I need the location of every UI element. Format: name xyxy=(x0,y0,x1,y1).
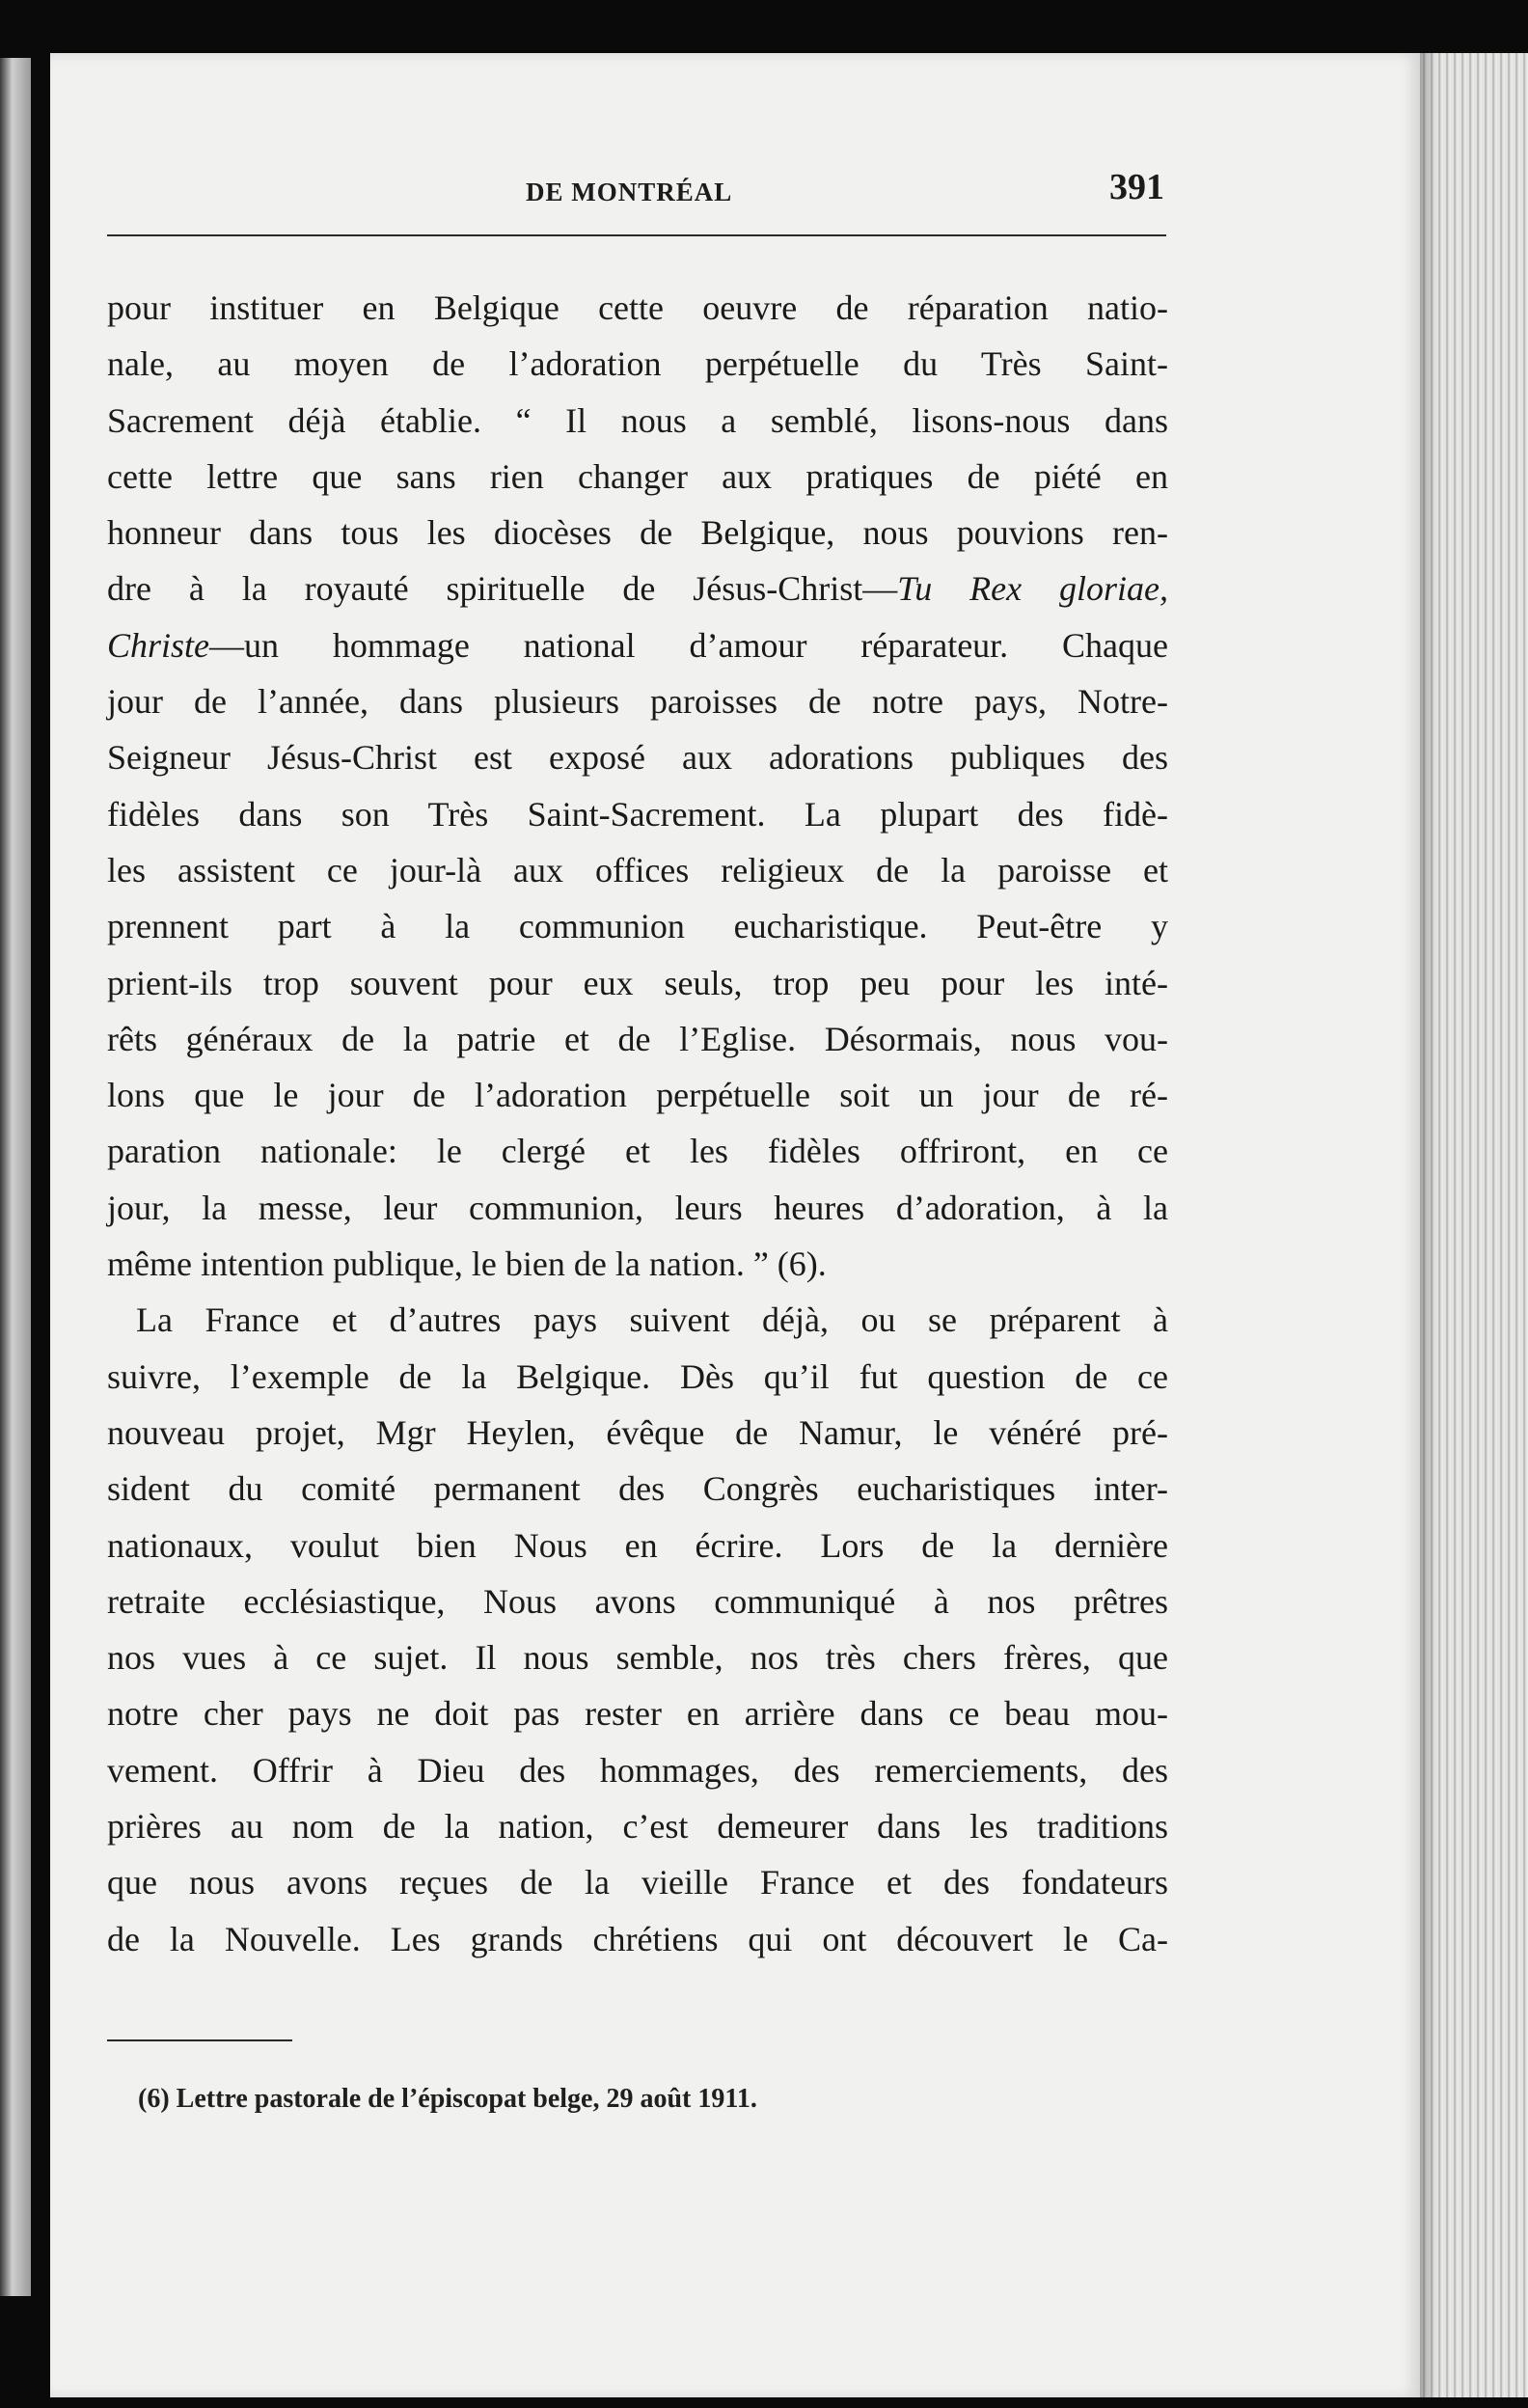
text-line: Christe—un hommage national d’amour réparateur. Chaque xyxy=(107,625,1168,665)
footnote-rule xyxy=(107,2039,292,2041)
text-line: que nous avons reçues de la vieille France et des fondateurs xyxy=(107,1863,1168,1902)
text-line: rêts généraux de la patrie et de l’Eglise. Désormais, nous vou- xyxy=(107,1019,1168,1058)
text-line: même intention publique, le bien de la nation. ” (6). xyxy=(107,1245,827,1284)
text-line: jour de l’année, dans plusieurs paroisses de notre pays, Notre- xyxy=(107,682,1168,722)
text-line: Sacrement déjà établie. “ Il nous a semblé, lisons-nous dans xyxy=(107,400,1168,440)
text-line: cette lettre que sans rien changer aux pratiques de piété en xyxy=(107,456,1168,496)
body-text xyxy=(107,280,1168,1967)
text-line: retraite ecclésiastique, Nous avons communiqué à nos prêtres xyxy=(107,1581,1168,1621)
text-line: vement. Offrir à Dieu des hommages, des remerciements, des xyxy=(107,1750,1168,1790)
text-line: nouveau projet, Mgr Heylen, évêque de Namur, le vénéré pré- xyxy=(107,1412,1168,1452)
text-line: fidèles dans son Très Saint-Sacrement. La plupart des fidè- xyxy=(107,794,1168,834)
text-line: sident du comité permanent des Congrès eucharistiques inter- xyxy=(107,1469,1168,1509)
running-title: DE MONTRÉAL xyxy=(526,178,733,206)
text-line: prient-ils trop souvent pour eux seuls, trop peu pour les inté- xyxy=(107,963,1168,1002)
page-number: 391 xyxy=(1109,167,1164,207)
text-line: nationaux, voulut bien Nous en écrire. Lors de la dernière xyxy=(107,1525,1168,1565)
latin-phrase: Christe xyxy=(107,625,210,665)
header-rule xyxy=(107,234,1166,236)
adjacent-page-edge xyxy=(0,58,31,2296)
page-gutter-shadow xyxy=(1420,53,1437,2397)
text-line: lons que le jour de l’adoration perpétuelle soit un jour de ré- xyxy=(107,1076,1168,1115)
text-line: pour instituer en Belgique cette oeuvre de réparation natio- xyxy=(107,288,1168,327)
text-line: La France et d’autres pays suivent déjà, ou se préparent à xyxy=(136,1300,1168,1340)
text-line: paration nationale: le clergé et les fidèles offriront, en ce xyxy=(107,1132,1168,1171)
text-line: les assistent ce jour-là aux offices religieux de la paroisse et xyxy=(107,850,1168,889)
latin-phrase: Tu Rex gloriae, xyxy=(897,569,1168,609)
text-line: prières au nom de la nation, c’est demeurer dans les traditions xyxy=(107,1807,1168,1847)
text-line: nos vues à ce sujet. Il nous semble, nos très chers frères, que xyxy=(107,1638,1168,1678)
text-line: notre cher pays ne doit pas rester en arrière dans ce beau mou- xyxy=(107,1694,1168,1734)
text-line: suivre, l’exemple de la Belgique. Dès qu’il fut question de ce xyxy=(107,1356,1168,1396)
footnote: (6) Lettre pastorale de l’épiscopat belge, 29 août 1911. xyxy=(138,2084,757,2114)
running-head xyxy=(107,156,1168,214)
text-line: dre à la royauté spirituelle de Jésus-Christ—Tu Rex gloriae, xyxy=(107,569,1168,609)
text-line: jour, la messe, leur communion, leurs heures d’adoration, à la xyxy=(107,1188,1168,1227)
text-line: nale, au moyen de l’adoration perpétuelle du Très Saint- xyxy=(107,344,1168,384)
text-line: prennent part à la communion eucharistique. Peut-être y xyxy=(107,907,1168,946)
text-line: honneur dans tous les diocèses de Belgique, nous pouvions ren- xyxy=(107,513,1168,553)
text-line: Seigneur Jésus-Christ est exposé aux adorations publiques des xyxy=(107,738,1168,778)
text-line: de la Nouvelle. Les grands chrétiens qui ont découvert le Ca- xyxy=(107,1919,1168,1958)
